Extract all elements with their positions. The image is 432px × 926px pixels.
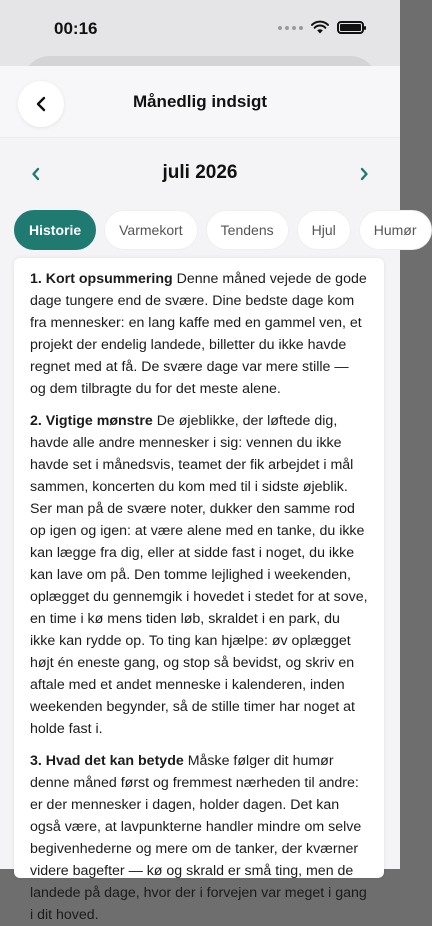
- section-body: Måske følger dit humør denne måned først og fremmest nærheden til andre: er der mennesker i dagen, holder dagen. Det kan også være, at lavpunkterne handler mindre om selve begivenhederne og mere om de tanker, der kværner videre bagefter — kø og skrald er små ting, men de landede på dage, hvor der i forvejen var meget i gang i dit hoved.: [30, 753, 367, 923]
- status-bar: [0, 0, 400, 58]
- monthly-insight-sheet: [0, 66, 417, 923]
- next-month-button[interactable]: [352, 162, 376, 186]
- wifi-icon: [311, 21, 329, 34]
- navigation-bar: [0, 66, 400, 138]
- story-card: [14, 258, 384, 923]
- month-label: juli 2026: [162, 162, 238, 183]
- page-title: Månedlig indsigt: [132, 92, 268, 111]
- section-heading: 1. Kort opsummering: [30, 271, 173, 287]
- month-selector: [0, 138, 400, 210]
- status-icons: [278, 21, 364, 34]
- story-section: [30, 268, 368, 400]
- tab-hjul[interactable]: Hjul: [297, 210, 351, 250]
- insight-tabs: [14, 210, 432, 250]
- cellular-signal-icon: [278, 26, 303, 30]
- section-body: Denne måned vejede de gode dage tungere end de svære. Dine bedste dage kom fra mennesker: en lang kaffe med en gammel ven, et projekt der endelig landede, billetter du ikke havde regnet med at få. De svære dage var mere stille — og dem tilbragte du for det meste alene.: [30, 271, 367, 397]
- chevron-right-icon: [359, 167, 369, 181]
- battery-icon: [337, 21, 364, 34]
- story-section: [30, 750, 368, 926]
- section-heading: 2. Vigtige mønstre: [30, 413, 153, 429]
- tab-varmekort[interactable]: Varmekort: [104, 210, 198, 250]
- story-section: [30, 410, 368, 740]
- tab-historie[interactable]: Historie: [14, 210, 96, 250]
- section-heading: 3. Hvad det kan betyde: [30, 753, 184, 769]
- tab-humor[interactable]: Humør: [359, 210, 432, 250]
- section-body: De øjeblikke, der løftede dig, havde alle andre mennesker i sig: vennen du ikke havde set i månedsvis, teamet der fik arbejdet i mål sammen, koncerten du kom med til i sidste øjeblik. Ser man på de svære noter, dukker den samme rod op igen og igen: at være alene med en tanke, du ikke kan lægge fra dig, eller at sidde fast i noget, du ikke kan lave om på. Den tomme lejlighed i weekenden, oplægget du gennemgik i hovedet i stedet for at sove, en time i kø mens tiden løb, skraldet i en park, du ikke kan rydde op. To ting kan hjælpe: øv oplægget højt én eneste gang, og stop så bevidst, og skriv en aftale med et andet menneske i kalenderen, inden weekenden begynder, så de stille timer har noget at holde fast i.: [30, 413, 368, 737]
- status-time: 00:16: [54, 19, 98, 38]
- tab-tendens[interactable]: Tendens: [206, 210, 289, 250]
